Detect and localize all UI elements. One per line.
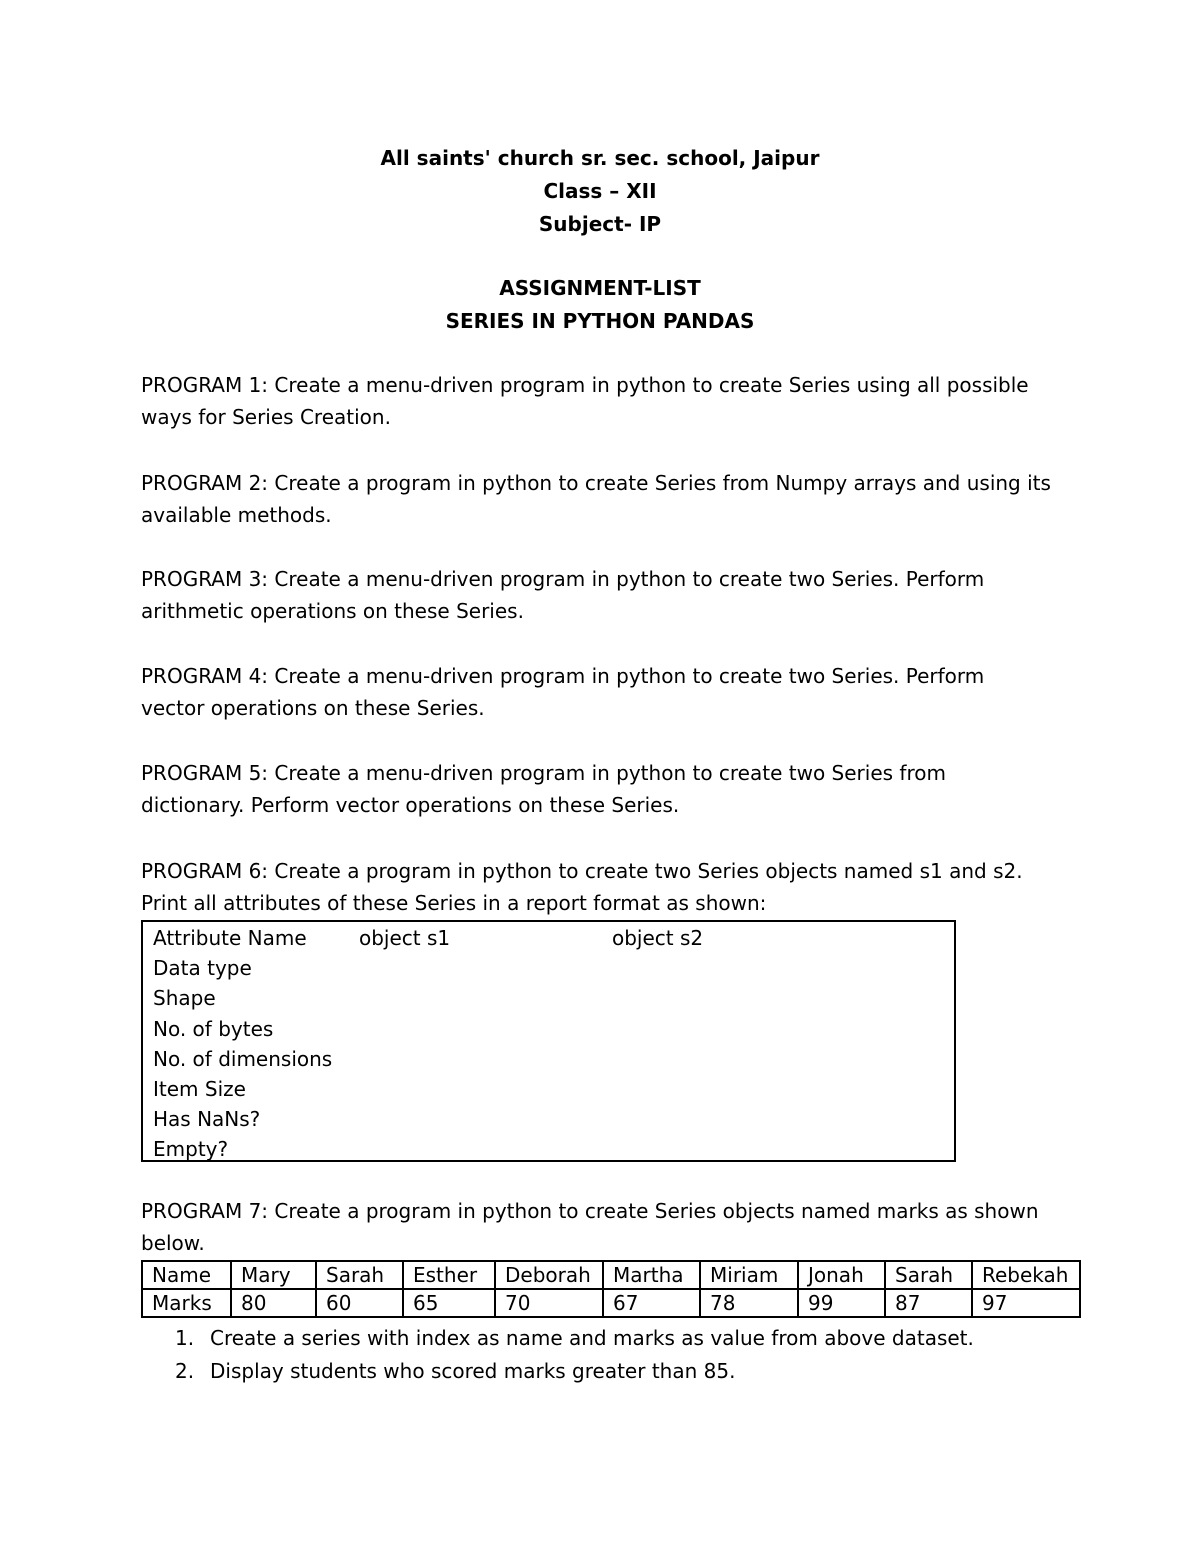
program-text: Create a program in python to create Series objects named marks as shown bbox=[268, 1199, 1039, 1223]
program-5 bbox=[141, 757, 1071, 821]
table-cell: Martha bbox=[603, 1261, 700, 1289]
table-cell: 67 bbox=[603, 1289, 700, 1317]
list-text: Display students who scored marks greater than 85. bbox=[210, 1359, 736, 1383]
program-2 bbox=[141, 467, 1071, 531]
program-label: PROGRAM 5: bbox=[141, 761, 269, 785]
marks-table bbox=[141, 1260, 1081, 1318]
program-label: PROGRAM 3: bbox=[141, 567, 269, 591]
attr-row: No. of bytes bbox=[153, 1017, 274, 1041]
table-cell: Miriam bbox=[700, 1261, 798, 1289]
table-cell: 99 bbox=[798, 1289, 885, 1317]
assignment-title: ASSIGNMENT-LIST bbox=[499, 276, 701, 300]
attr-row: No. of dimensions bbox=[153, 1047, 333, 1071]
list-text: Create a series with index as name and marks as value from above dataset. bbox=[210, 1326, 974, 1350]
program-label: PROGRAM 1: bbox=[141, 373, 269, 397]
program-text-cont: arithmetic operations on these Series. bbox=[141, 599, 524, 623]
program-label: PROGRAM 6: bbox=[141, 859, 269, 883]
program-label: PROGRAM 2: bbox=[141, 471, 269, 495]
school-name: All saints' church sr. sec. school, Jaipur bbox=[380, 146, 820, 170]
program-1 bbox=[141, 369, 1071, 433]
program-text-cont: ways for Series Creation. bbox=[141, 405, 391, 429]
table-cell: 78 bbox=[700, 1289, 798, 1317]
attr-header-s1: object s1 bbox=[359, 926, 451, 950]
program-4 bbox=[141, 660, 1071, 724]
table-cell: 80 bbox=[231, 1289, 316, 1317]
attr-row: Has NaNs? bbox=[153, 1107, 261, 1131]
program-text-cont: available methods. bbox=[141, 503, 332, 527]
attr-header-s2: object s2 bbox=[612, 926, 704, 950]
subject-label: Subject- IP bbox=[538, 212, 662, 236]
class-label: Class – XII bbox=[543, 179, 657, 203]
attr-header-row bbox=[153, 926, 307, 950]
attr-row: Item Size bbox=[153, 1077, 246, 1101]
program-label: PROGRAM 7: bbox=[141, 1199, 269, 1223]
list-number: 2. bbox=[175, 1359, 195, 1383]
program-text-cont: below. bbox=[141, 1231, 205, 1255]
program-text: Create a menu-driven program in python to create two Series. Perform bbox=[268, 567, 985, 591]
attr-row: Data type bbox=[153, 956, 252, 980]
attribute-table bbox=[141, 920, 956, 1162]
program-label: PROGRAM 4: bbox=[141, 664, 269, 688]
program-7 bbox=[141, 1195, 1071, 1259]
table-cell: 70 bbox=[495, 1289, 603, 1317]
topic-title: SERIES IN PYTHON PANDAS bbox=[445, 309, 755, 333]
table-cell: Esther bbox=[403, 1261, 495, 1289]
program-text: Create a menu-driven program in python to create Series using all possible bbox=[268, 373, 1029, 397]
table-cell: Jonah bbox=[798, 1261, 885, 1289]
program-text: Create a menu-driven program in python to create two Series from bbox=[268, 761, 946, 785]
table-cell: 65 bbox=[403, 1289, 495, 1317]
table-cell: 60 bbox=[316, 1289, 403, 1317]
table-cell: Mary bbox=[231, 1261, 316, 1289]
attr-row: Empty? bbox=[153, 1137, 229, 1161]
table-cell: 97 bbox=[972, 1289, 1080, 1317]
attr-row: Shape bbox=[153, 986, 216, 1010]
program-text-cont: dictionary. Perform vector operations on these Series. bbox=[141, 793, 680, 817]
table-cell: Marks bbox=[142, 1289, 231, 1317]
table-cell: Name bbox=[142, 1261, 231, 1289]
table-cell: Deborah bbox=[495, 1261, 603, 1289]
table-row bbox=[142, 1289, 1080, 1317]
program-text: Create a program in python to create Series from Numpy arrays and using its bbox=[268, 471, 1051, 495]
program-3 bbox=[141, 563, 1071, 627]
list-number: 1. bbox=[175, 1326, 195, 1350]
table-cell: Sarah bbox=[885, 1261, 972, 1289]
table-cell: Rebekah bbox=[972, 1261, 1080, 1289]
list-item bbox=[175, 1326, 974, 1350]
table-cell: 87 bbox=[885, 1289, 972, 1317]
program-text-cont: Print all attributes of these Series in a report format as shown: bbox=[141, 891, 767, 915]
attr-header-name: Attribute Name bbox=[153, 926, 307, 950]
program-6 bbox=[141, 855, 1071, 919]
program-text: Create a program in python to create two Series objects named s1 and s2. bbox=[268, 859, 1023, 883]
table-row bbox=[142, 1261, 1080, 1289]
program-text-cont: vector operations on these Series. bbox=[141, 696, 485, 720]
list-item bbox=[175, 1359, 735, 1383]
program-text: Create a menu-driven program in python to create two Series. Perform bbox=[268, 664, 985, 688]
table-cell: Sarah bbox=[316, 1261, 403, 1289]
